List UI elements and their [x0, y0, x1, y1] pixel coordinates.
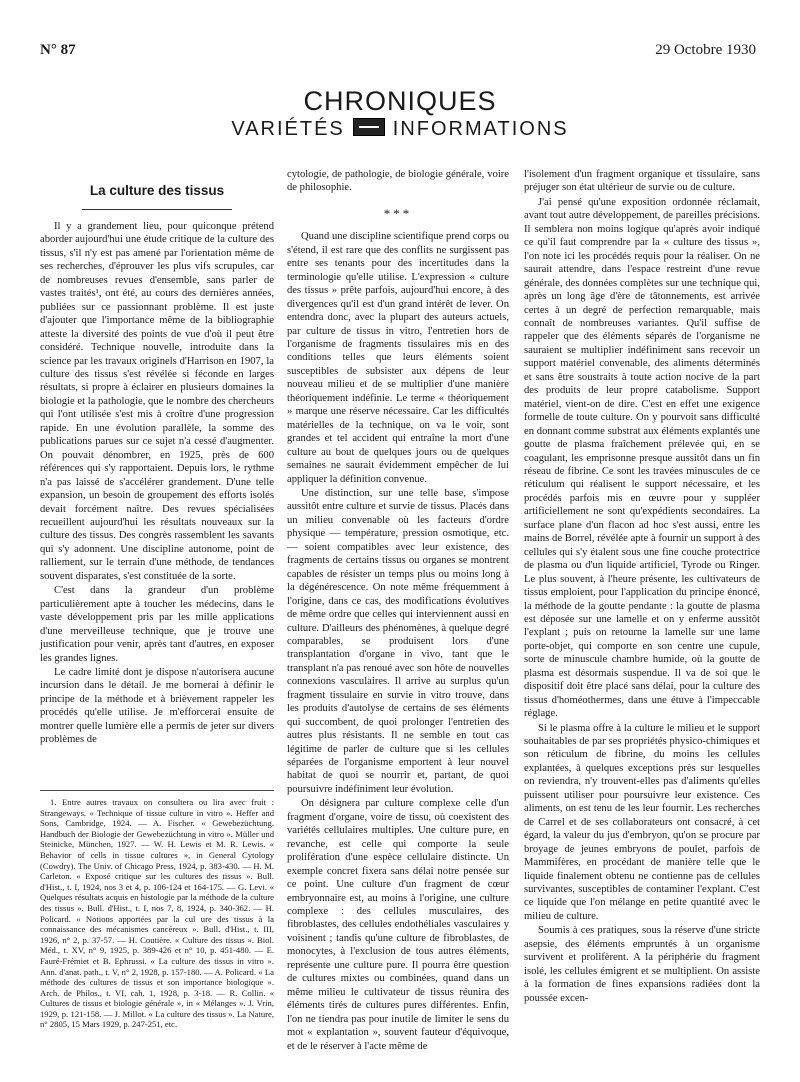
article-column-2: [287, 168, 509, 1053]
footnotes: [40, 790, 274, 1030]
masthead-subtitle: [0, 118, 800, 141]
masthead-informations: INFORMATIONS: [392, 118, 569, 140]
masthead-title: CHRONIQUES: [303, 86, 497, 116]
article-column-3: [524, 168, 760, 1005]
paragraph: l'isolement d'un fragment organique et tissulaire, sans préjuger son état ultérieur de survie ou de culture.: [524, 169, 760, 194]
masthead-varietes: VARIÉTÉS: [231, 118, 345, 140]
footnote-divider: [40, 790, 274, 791]
masthead-emblem-icon: [353, 118, 385, 136]
title-divider: [82, 209, 232, 210]
paragraph: J'ai pensé qu'une exposition ordonnée réclamait, avant tout autre développement, de pareilles précisions. Il semblera non moins logique qu'après avoir indiqué ce qu'il faut comprendre par la « culture des tissus », l'on note ici les procédés requis pour la réaliser. On ne saurait attendre, dans l'espace restreint d'une revue générale, des données complètes sur une technique qui, après un long âge d'ère de tâtonnements, est arrivée certes à un degré de perfection remarquable, mais connaît de nombreuses variantes. Qu'il suffise de rappeler que des éléments séparés de l'organisme ne sauraient se multiplier indéfiniment sans recevoir un support matériel convenable, des aliments déterminés et sans être soustraits à toute action nocive de la part des produits de leur propre catabolisme. Support matériel, vient-on de dire. C'est en effet une exigence formelle de toute culture. On y pourvoit sans difficulté en donnant comme substrat aux éléments explantés une goutte de plasma fraîchement prélevée qui, en se coagulant, les emprisonne presque aussitôt dans un fin réseau de fibrine. Ce sont les travées minuscules de ce réticulum qui réalisent le support nécessaire, et les procédés parfois mis en œuvre pour y suppléer artificiellement ne sont qu'expédients secondaires. La surface plane d'un flacon ad hoc s'est aussi, entre les mains de Borrel, révélée apte à fournir un support à des cellules qui s'y étalent sous une fine couche protectrice de plasma ou d'un liquide artificiel, Tyrode ou Ringer. Le plus souvent, à l'heure présente, les cultivateurs de tissus emploient, pour l'application du principe énoncé, la méthode de la goutte pendante : la goutte de plasma est déposée sur une lamelle et on y enferme aussitôt l'explant ; puis on retourne la lamelle sur une lame porte-objet, qui comporte en son centre une cupule, sorte de minuscule chambre humide, où la goutte de plasma est désormais suspendue. Il va de soi que le dispositif doit être placé sans délai, pour la culture des tissus d'homéothermes, dans une étuve à l'impeccable réglage.: [524, 196, 760, 720]
article-title: La culture des tissus: [89, 183, 225, 198]
issue-date: 29 Octobre 1930: [655, 42, 756, 58]
paragraph: cytologie, de pathologie, de biologie générale, voire de philosophie.: [287, 169, 509, 194]
paragraph: Une distinction, sur une telle base, s'impose aussitôt entre culture et survie de tissus. Placés dans un milieu convenable où les facteurs d'ordre physique — température, pression osmotique, etc. — soient compatibles avec leur existence, des fragments de certains tissus ou organes se montrent capables de résister un temps plus ou moins long à la dégénérescence. On note même fréquemment à l'origine, dans ce cas, des modifications évolutives de même ordre que celles qui interviennent aussi en culture. D'ailleurs des phénomènes, à quelque degré comparables, se produisent lors d'une transplantation d'organe in vivo, tant que le transplant n'a pas renoué avec son hôte de nouvelles connexions vasculaires. Il arrive au surplus qu'un fragment tissulaire en survie in vitro trouve, dans les produits d'autolyse de certains de ses éléments qui succombent, de quoi prolonger l'entretien des autres plus résistants. Il ne semble en tout cas légitime de parler de culture que si les cellules séparées de l'organisme emportent à leur nouvel habitat de quoi se nourrir et, partant, de quoi poursuivre indéfiniment leur évolution.: [287, 487, 509, 795]
paragraph: Quand une discipline scientifique prend corps ou s'étend, il est rare que des conflits ne surgissent pas entre ses tenants pour des incertitudes dans la terminologie qu'elle utilise. L'expression « culture des tissus » prête parfois, aujourd'hui encore, à des divergences qu'il est d'un grand intérêt de lever. On entendra donc, avec la plupart des auteurs actuels, par culture de tissus in vitro, l'entretien hors de l'organisme de fragments tissulaires mis en des conditions telles que leurs éléments soient susceptibles de subsister aux dépens de leur nouveau milieu et de se multiplier d'une manière théoriquement indéfinie. Le terme « théoriquement » marque une réserve nécessaire. Car les difficultés matérielles de la technique, on va le voir, sont grandes et tel accident qui entraîne la mort d'une culture au bout de quelques jours ou de quelques semaines ne saurait évidemment empêcher de lui appliquer la définition convenue.: [287, 231, 509, 485]
paragraph: C'est dans la grandeur d'un problème particulièrement apte à toucher les médecins, dans le vaste développement pris par les mille applications d'une merveilleuse technique, que je trouve une justification pour venir, après tant d'autres, en exposer les grandes lignes.: [40, 585, 274, 664]
paragraph: Soumis à ces pratiques, sous la réserve d'une stricte asepsie, des éléments empruntés à un organisme survivent et prolifèrent. A la périphérie du fragment isolé, les cellules émigrent et se multiplient. On assiste à la formation de fines expansions radiées dont la poussée excen-: [524, 925, 760, 1004]
article-column-1: [40, 183, 274, 747]
issue-number: N° 87: [40, 42, 76, 58]
paragraph: Il y a grandement lieu, pour quiconque prétend aborder aujourd'hui une étude critique de la culture des tissus, s'il n'y est pas amené par l'orientation même de ses recherches, d'éprouver les plus vifs scrupules, car de nombreuses revues d'ensemble, sans parler de vastes traités¹, ont été, au cours des dernières années, publiées sur ce passionnant problème. Il est juste d'ajouter que l'importance même de la bibliographie atteste la diversité des points de vue d'où il peut être considéré. Technique nouvelle, introduite dans la science par les travaux originels d'Harrison en 1907, la culture des tissus s'est révélée si féconde en larges résultats, si propre à éclairer en plusieurs domaines la biologie et la pathologie, que le nombre des chercheurs qui l'ont utilisée s'est mis à croître d'une progression rapide. En une évolution parallèle, la somme des publications parues sur ce sujet n'a cessé d'augmenter. On pouvait dénombrer, en 1925, près de 600 références qui s'y rapportaient. Depuis lors, le rythme n'a pas laissé de s'accélérer grandement. D'une telle expansion, un besoin de groupement des efforts isolés devait forcément naître. Des revues spécialisées recueillent aujourd'hui les résultats nouveaux sur la culture des tissus. Des congrès rassemblent les savants qui s'y adonnent. Une discipline autonome, point de ralliement, sur le terrain d'une méthode, de tendances souvent disparates, s'est constituée de la sorte.: [40, 221, 274, 582]
asterism-separator: ***: [383, 205, 413, 221]
paragraph: Le cadre limité dont je dispose n'autorisera aucune incursion dans le détail. Je me bornerai à définir le principe de la méthode et à brièvement rappeler les procédés qu'elle utilise. Je m'efforcerai ensuite de montrer quelle lumière elle a permis de jeter sur divers problèmes de: [40, 666, 274, 746]
paragraph: Si le plasma offre à la culture le milieu et le support souhaitables de par ses propriétés physico-chimiques et son réticulum de fibrine, du moins les cellules explantées, à quelques exceptions près sur lesquelles on reviendra, n'y trouvent-elles pas d'aliments qu'elles puissent utiliser pour poursuivre leur existence. Ces aliments, on est tenu de les leur fournir. Les recherches de Carrel et de ses collaborateurs ont consacré, à cet égard, la valeur du jus d'embryon, qu'on se procure par broyage de jeunes embryons de poulet, parfois de Mammifères, en procédant de manière telle que le liquide finalement obtenu ne contienne pas de cellules survivantes, susceptibles de contaminer l'explant. C'est ce liquide que l'on mélange en petite quantité avec le milieu de culture.: [524, 722, 760, 922]
paragraph: On désignera par culture complexe celle d'un fragment d'organe, voire de tissu, où coexistent des variétés cellulaires multiples. Une culture pure, en revanche, est celle qui comporte la seule prolifération d'une espèce cellulaire distincte. Un exemple concret fixera sans délai notre pensée sur ce point. Une culture d'un fragment de cœur embryonnaire est, au moins à l'origine, une culture complexe : des cellules musculaires, des fibroblastes, des cellules endothéliales vasculaires y voisinent ; tandis qu'une culture de fibroblastes, de monocytes, à l'exclusion de tous autres éléments, représente une culture pure. Il pourra être question de cultures mixtes ou combinées, quand dans un même milieu le cultivateur de tissus réunira des éléments tirés de cultures pures différentes. Enfin, l'on ne tiendra pas pour inutile de limiter le sens du mot « explantation », souvent fauteur d'équivoque, et de le réserver à l'acte même de: [287, 798, 509, 1052]
footnote: 1. Entre autres travaux on consultera ou lira avec fruit : Strangeways. « Technique of tissue culture in vitro ». Heffer and Sons, Cambridge, 1924. — A. Fischer. « Gewebezüchtung. Handbuch der Biologie der Gewebezüchtung in vitro ». Müller und Steinicke, München, 1927. — W. H. Lewis et M. R. Lewis. « Behavior of cells in tissue cultures », in General Cytology (Cowdry). The Univ. of Chicago Press, 1924, p. 383-430. — H. M. Carleton. « Exposé critique sur les cultures des tissus ». Bull. d'Hist., t. I, 1924, nos 3 et 4, p. 106-124 et 164-175. — G. Levi. « Quelques résultats acquis en histologie par la méthode de la culture des tissus ». Bull. d'Hist., t. I, nos 7, 8, 1924, p. 340-362. — H. Policard. « Notions apportées par la cul ure des tissus à la connaissance des mécanismes cancéreux ». Bull. d'Hist., t. III, 1926, n° 2, p. 37-57. — H. Coutière. « Culture des tissus ». Biol. Méd., t. XV, n° 9, 1925, p. 389-426 et n° 10, p. 451-480. — E. Fauré-Frémiet et B. Ephrussi. « La culture des tissus in vitro ». Ann. d'anat. path., t. V, n° 2, 1928, p. 157-180. — A. Policard. « La méthode des cultures de tissus et son importance biologique ». Arch. de Philos., t. VI, cah. 1, 1928, p. 3-18. — R. Collin. « Cultures de tissus et biologie générale », in « Mélanges ». J. Vrin, 1929, p. 121-158. — J. Millot. « La culture des tissus ». La Nature, n° 2805, 15 Mars 1929, p. 247-251, etc.: [40, 797, 274, 1030]
